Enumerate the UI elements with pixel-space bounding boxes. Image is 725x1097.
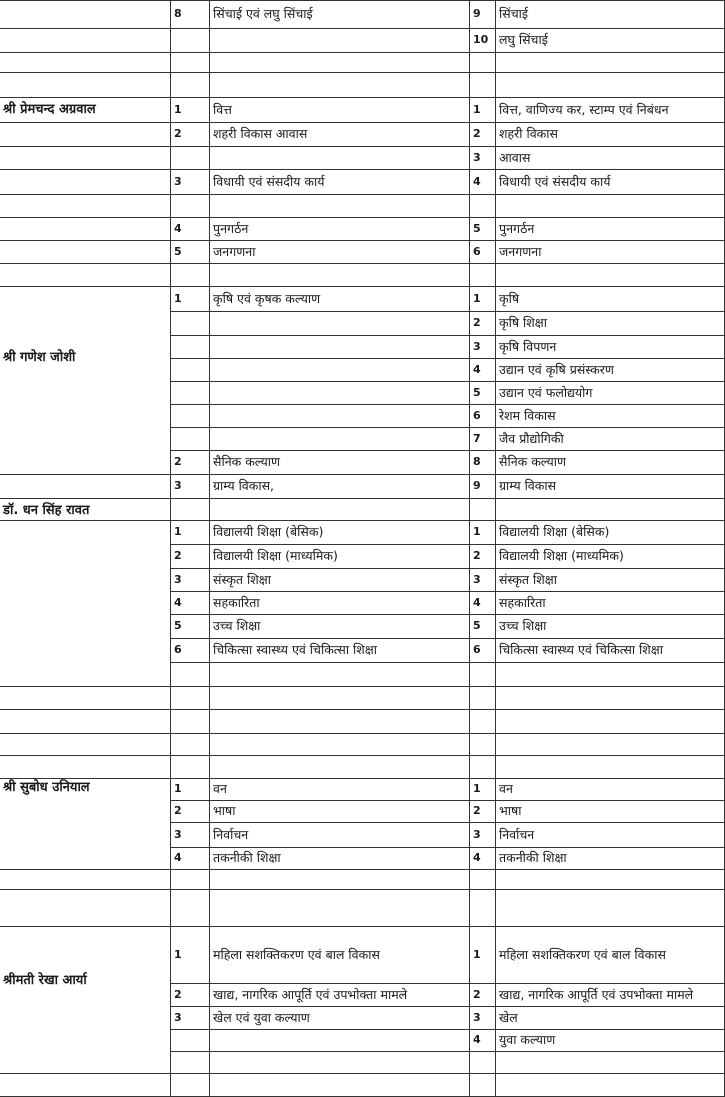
new-serial-number: 6 [473, 643, 481, 656]
new-department: युवा कल्याण [499, 1032, 556, 1047]
row-divider [170, 847, 725, 848]
new-serial-number: 1 [473, 782, 481, 795]
new-department: खाद्य, नागरिक आपूर्ति एवं उपभोक्ता मामले [499, 987, 694, 1002]
row-divider [170, 591, 725, 592]
new-serial-number: 4 [473, 363, 481, 376]
new-serial-number: 7 [473, 432, 481, 445]
row-divider [0, 240, 725, 241]
new-department: वन [499, 781, 513, 796]
old-serial-number: 8 [174, 7, 182, 20]
old-serial-number: 4 [174, 851, 182, 864]
row-divider [0, 0, 725, 1]
new-department: उद्यान एवं फलोद्ययोग [499, 385, 593, 400]
new-department: आवास [499, 150, 531, 165]
new-department: सिंचाई [499, 6, 529, 21]
old-serial-number: 3 [174, 479, 182, 492]
old-department: वित्त [213, 102, 232, 117]
old-department: सिंचाई एवं लघु सिंचाई [213, 6, 313, 21]
new-serial-number: 6 [473, 409, 481, 422]
row-divider [170, 381, 725, 382]
old-serial-number: 2 [174, 455, 182, 468]
row-divider [0, 520, 725, 521]
old-serial-number: 3 [174, 828, 182, 841]
old-serial-number: 1 [174, 292, 182, 305]
row-divider [0, 28, 725, 29]
new-department: वित्त, वाणिज्य कर, स्टाम्प एवं निबंधन [499, 102, 669, 117]
new-department: सहकारिता [499, 595, 546, 610]
old-department: खेल एवं युवा कल्याण [213, 1010, 310, 1025]
row-divider [170, 335, 725, 336]
row-divider [170, 662, 725, 663]
old-serial-number: 1 [174, 103, 182, 116]
old-department: तकनीकी शिक्षा [213, 850, 281, 865]
row-divider [0, 869, 725, 870]
row-divider [0, 926, 725, 927]
new-serial-number: 4 [473, 596, 481, 609]
new-department: सैनिक कल्याण [499, 454, 567, 469]
old-department: खाद्य, नागरिक आपूर्ति एवं उपभोक्ता मामले [213, 987, 408, 1002]
old-serial-number: 2 [174, 988, 182, 1001]
new-serial-number: 5 [473, 619, 481, 632]
new-department: संस्कृत शिक्षा [499, 572, 557, 587]
old-serial-number: 4 [174, 222, 182, 235]
column-divider [469, 0, 470, 1097]
new-serial-number: 2 [473, 316, 481, 329]
old-serial-number: 1 [174, 948, 182, 961]
row-divider [0, 889, 725, 890]
old-department: विधायी एवं संसदीय कार्य [213, 174, 325, 189]
minister-name: श्री प्रेमचन्द अग्रवाल [3, 102, 96, 117]
new-department: रेशम विकास [499, 408, 556, 423]
old-serial-number: 5 [174, 245, 182, 258]
new-serial-number: 2 [473, 988, 481, 1001]
row-divider [0, 709, 725, 710]
row-divider [0, 755, 725, 756]
row-divider [0, 263, 725, 264]
new-department: भाषा [499, 803, 522, 818]
old-department: सैनिक कल्याण [213, 454, 281, 469]
column-divider [209, 0, 210, 1097]
old-serial-number: 2 [174, 127, 182, 140]
new-serial-number: 4 [473, 1033, 481, 1046]
new-serial-number: 1 [473, 525, 481, 538]
new-serial-number: 3 [473, 151, 481, 164]
row-divider [0, 194, 725, 195]
new-department: चिकित्सा स्वास्थ्य एवं चिकित्सा शिक्षा [499, 642, 663, 657]
old-department: महिला सशक्तिकरण एवं बाल विकास [213, 947, 380, 962]
row-divider [170, 614, 725, 615]
row-divider [0, 1073, 725, 1074]
old-serial-number: 3 [174, 573, 182, 586]
new-department: लघु सिंचाई [499, 32, 548, 47]
old-serial-number: 3 [174, 1011, 182, 1024]
new-serial-number: 3 [473, 828, 481, 841]
new-department: ग्राम्य विकास [499, 478, 557, 493]
old-department: सहकारिता [213, 595, 260, 610]
new-serial-number: 1 [473, 103, 481, 116]
old-department: पुनगर्ठन [213, 221, 249, 236]
row-divider [0, 97, 725, 98]
new-serial-number: 1 [473, 948, 481, 961]
new-serial-number: 8 [473, 455, 481, 468]
row-divider [0, 778, 725, 779]
row-divider [0, 686, 725, 687]
column-divider [170, 0, 171, 1097]
row-divider [170, 1029, 725, 1030]
row-divider [170, 358, 725, 359]
new-serial-number: 9 [473, 479, 481, 492]
new-serial-number: 9 [473, 7, 481, 20]
new-department: महिला सशक्तिकरण एवं बाल विकास [499, 947, 666, 962]
new-department: उच्च शिक्षा [499, 618, 547, 633]
minister-name: श्री गणेश जोशी [3, 350, 76, 365]
old-serial-number: 2 [174, 804, 182, 817]
row-divider [170, 822, 725, 823]
new-department: खेल [499, 1010, 518, 1025]
row-divider [0, 52, 725, 53]
row-divider [170, 568, 725, 569]
row-divider [170, 1051, 725, 1052]
row-divider [170, 450, 725, 451]
old-serial-number: 3 [174, 175, 182, 188]
new-serial-number: 2 [473, 549, 481, 562]
old-department: विद्यालयी शिक्षा (माध्यमिक) [213, 548, 338, 563]
old-serial-number: 1 [174, 782, 182, 795]
old-department: जनगणना [213, 244, 256, 259]
row-divider [0, 474, 725, 475]
row-divider [170, 983, 725, 984]
old-department: चिकित्सा स्वास्थ्य एवं चिकित्सा शिक्षा [213, 642, 377, 657]
old-department: निर्वाचन [213, 827, 249, 842]
row-divider [170, 800, 725, 801]
new-serial-number: 3 [473, 1011, 481, 1024]
new-serial-number: 3 [473, 340, 481, 353]
new-department: जैव प्रौद्योगिकी [499, 431, 564, 446]
row-divider [0, 217, 725, 218]
old-department: वन [213, 781, 227, 796]
old-department: उच्च शिक्षा [213, 618, 261, 633]
row-divider [170, 427, 725, 428]
new-department: उद्यान एवं कृषि प्रसंस्करण [499, 362, 614, 377]
new-serial-number: 2 [473, 804, 481, 817]
new-department: कृषि शिक्षा [499, 315, 547, 330]
column-divider [495, 0, 496, 1097]
new-serial-number: 4 [473, 175, 481, 188]
new-department: शहरी विकास [499, 126, 558, 141]
new-serial-number: 2 [473, 127, 481, 140]
minister-name: डॉ. धन सिंह रावत [3, 503, 90, 518]
row-divider [0, 286, 725, 287]
minister-name: श्री सुबोध उनियाल [3, 780, 90, 795]
old-department: शहरी विकास आवास [213, 126, 308, 141]
new-department: निर्वाचन [499, 827, 535, 842]
new-serial-number: 5 [473, 386, 481, 399]
row-divider [0, 733, 725, 734]
row-divider [170, 638, 725, 639]
row-divider [0, 122, 725, 123]
old-serial-number: 6 [174, 643, 182, 656]
new-serial-number: 4 [473, 851, 481, 864]
row-divider [170, 1006, 725, 1007]
minister-name: श्रीमती रेखा आर्या [3, 973, 87, 988]
old-department: विद्यालयी शिक्षा (बेसिक) [213, 524, 324, 539]
new-department: कृषि [499, 291, 520, 306]
row-divider [0, 498, 725, 499]
old-department: कृषि एवं कृषक कल्याण [213, 291, 321, 306]
old-serial-number: 4 [174, 596, 182, 609]
row-divider [0, 169, 725, 170]
new-department: तकनीकी शिक्षा [499, 850, 567, 865]
row-divider [170, 311, 725, 312]
row-divider [170, 544, 725, 545]
old-serial-number: 1 [174, 525, 182, 538]
new-serial-number: 3 [473, 573, 481, 586]
new-serial-number: 5 [473, 222, 481, 235]
new-department: विद्यालयी शिक्षा (माध्यमिक) [499, 548, 624, 563]
old-serial-number: 5 [174, 619, 182, 632]
new-department: पुनगर्ठन [499, 221, 535, 236]
new-serial-number: 6 [473, 245, 481, 258]
new-department: जनगणना [499, 244, 542, 259]
old-department: भाषा [213, 803, 236, 818]
old-department: संस्कृत शिक्षा [213, 572, 271, 587]
new-serial-number: 1 [473, 292, 481, 305]
row-divider [0, 72, 725, 73]
old-department: ग्राम्य विकास, [213, 478, 275, 493]
new-department: कृषि विपणन [499, 339, 557, 354]
new-serial-number: 10 [473, 33, 489, 46]
old-serial-number: 2 [174, 549, 182, 562]
row-divider [0, 146, 725, 147]
new-department: विद्यालयी शिक्षा (बेसिक) [499, 524, 610, 539]
row-divider [170, 404, 725, 405]
new-department: विधायी एवं संसदीय कार्य [499, 174, 611, 189]
